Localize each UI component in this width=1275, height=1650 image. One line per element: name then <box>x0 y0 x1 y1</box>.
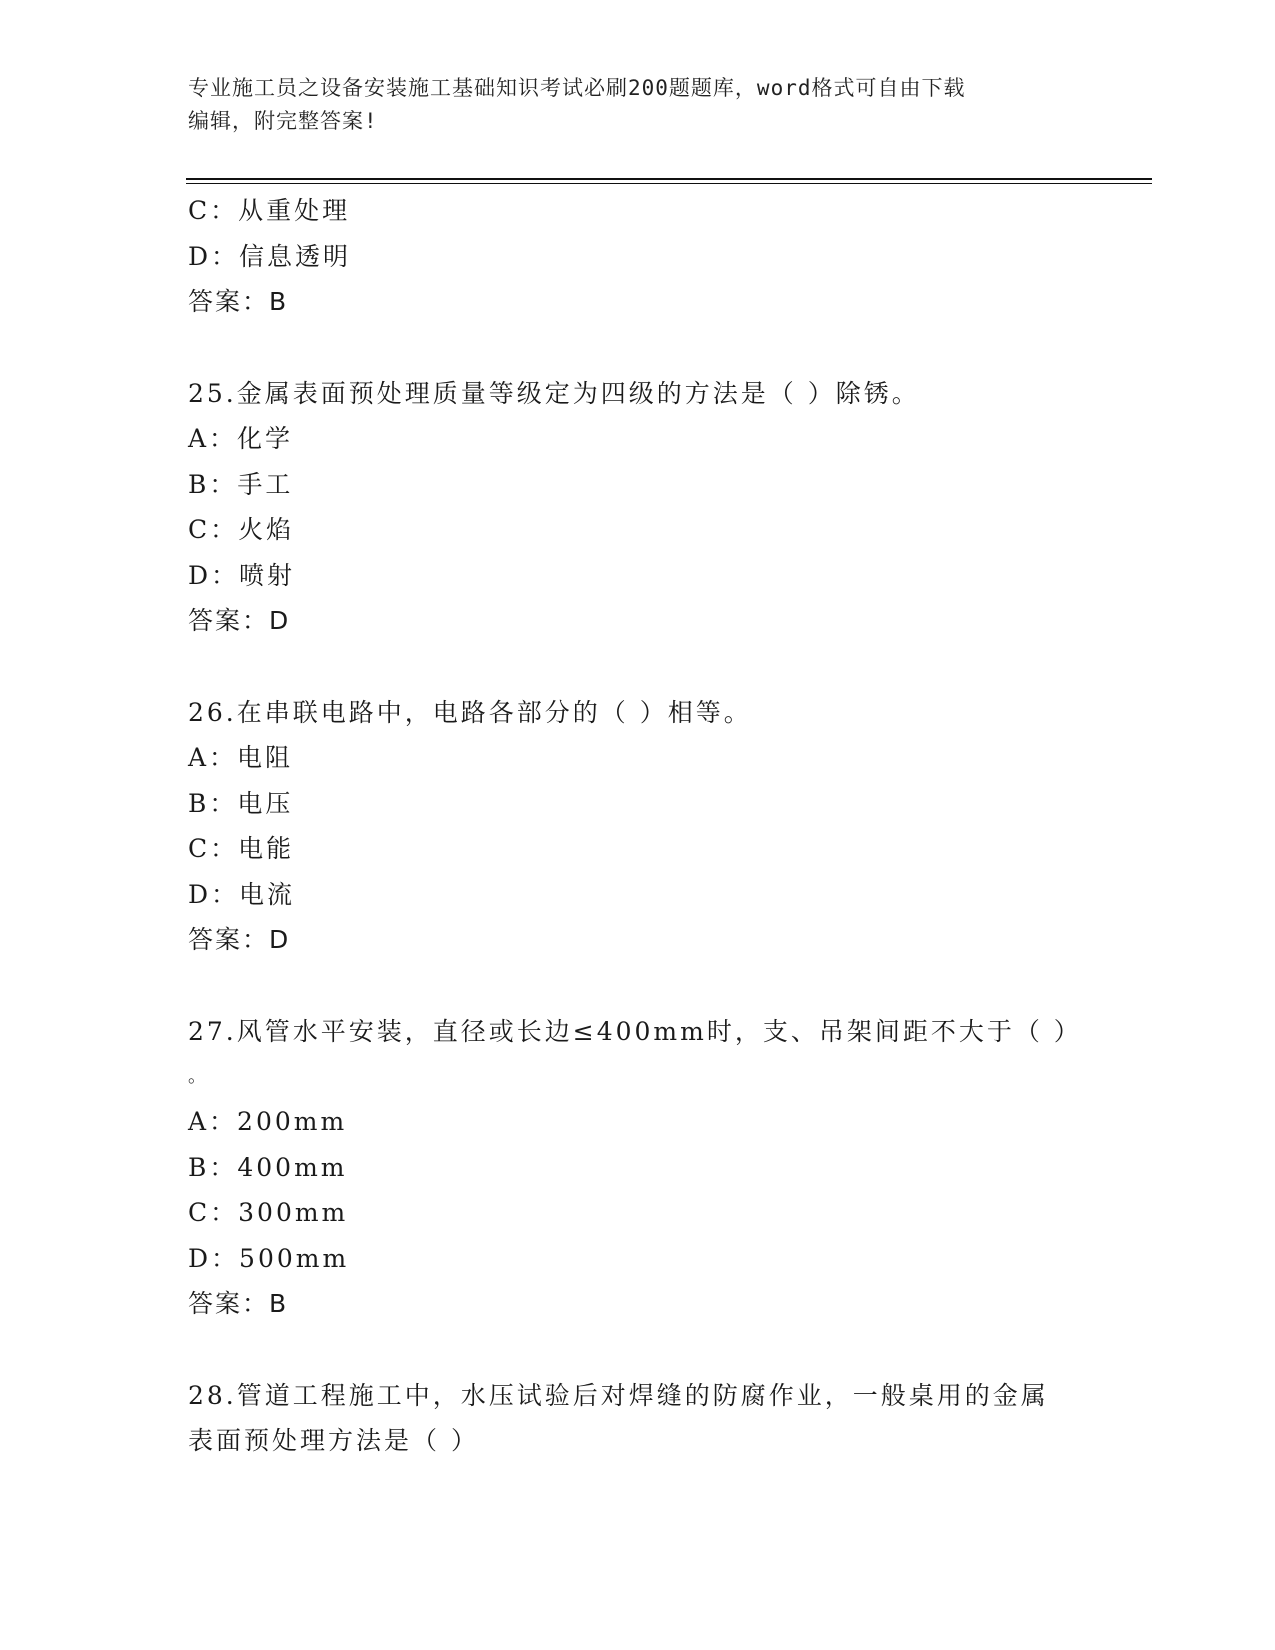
document-header <box>188 72 1068 138</box>
question-text: 27.风管水平安装，直径或长边≤400mm时，支、吊架间距不大于（ ） <box>188 1016 1082 1046</box>
question-text: 25.金属表面预处理质量等级定为四级的方法是（ ）除锈。 <box>188 378 920 408</box>
spacer <box>188 963 1088 1009</box>
option-d: D：500mm <box>188 1243 350 1273</box>
question-block-24 <box>188 188 1088 325</box>
answer-line: 答案：B <box>188 287 289 316</box>
option-b: B：400mm <box>188 1152 348 1182</box>
answer-line: 答案：B <box>188 1289 289 1318</box>
question-text: 26.在串联电路中，电路各部分的（ ）相等。 <box>188 697 752 727</box>
option-d: D：信息透明 <box>188 241 352 271</box>
question-list <box>188 188 1088 1464</box>
question-text-continuation: 。 <box>188 1066 209 1087</box>
option-b: B：电压 <box>188 788 294 818</box>
question-text-line1: 28.管道工程施工中，水压试验后对焊缝的防腐作业，一般桌用的金属 <box>188 1380 1049 1410</box>
option-c: C：从重处理 <box>188 196 351 225</box>
option-a: A：化学 <box>188 424 294 453</box>
header-divider-thick <box>186 178 1152 180</box>
option-d: D：电流 <box>188 879 296 909</box>
option-c: C：300mm <box>188 1198 349 1227</box>
option-c: C：火焰 <box>188 515 295 544</box>
option-d: D：喷射 <box>188 560 296 590</box>
spacer <box>188 325 1088 371</box>
question-block-28 <box>188 1373 1088 1464</box>
spacer <box>188 644 1088 690</box>
answer-line: 答案：D <box>188 606 291 635</box>
question-block-26 <box>188 690 1088 963</box>
header-divider-thin <box>186 183 1152 184</box>
header-title-line1: 专业施工员之设备安装施工基础知识考试必刷200题题库，word格式可自由下载 <box>188 76 966 100</box>
question-text-line2: 表面预处理方法是（ ） <box>188 1426 479 1455</box>
option-c: C：电能 <box>188 834 295 863</box>
option-a: A：电阻 <box>188 743 294 772</box>
answer-line: 答案：D <box>188 925 291 954</box>
option-b: B：手工 <box>188 469 294 499</box>
question-block-25 <box>188 371 1088 644</box>
header-title-line2: 编辑，附完整答案! <box>188 109 378 133</box>
option-a: A：200mm <box>188 1107 348 1136</box>
spacer <box>188 1327 1088 1373</box>
question-block-27 <box>188 1009 1088 1327</box>
